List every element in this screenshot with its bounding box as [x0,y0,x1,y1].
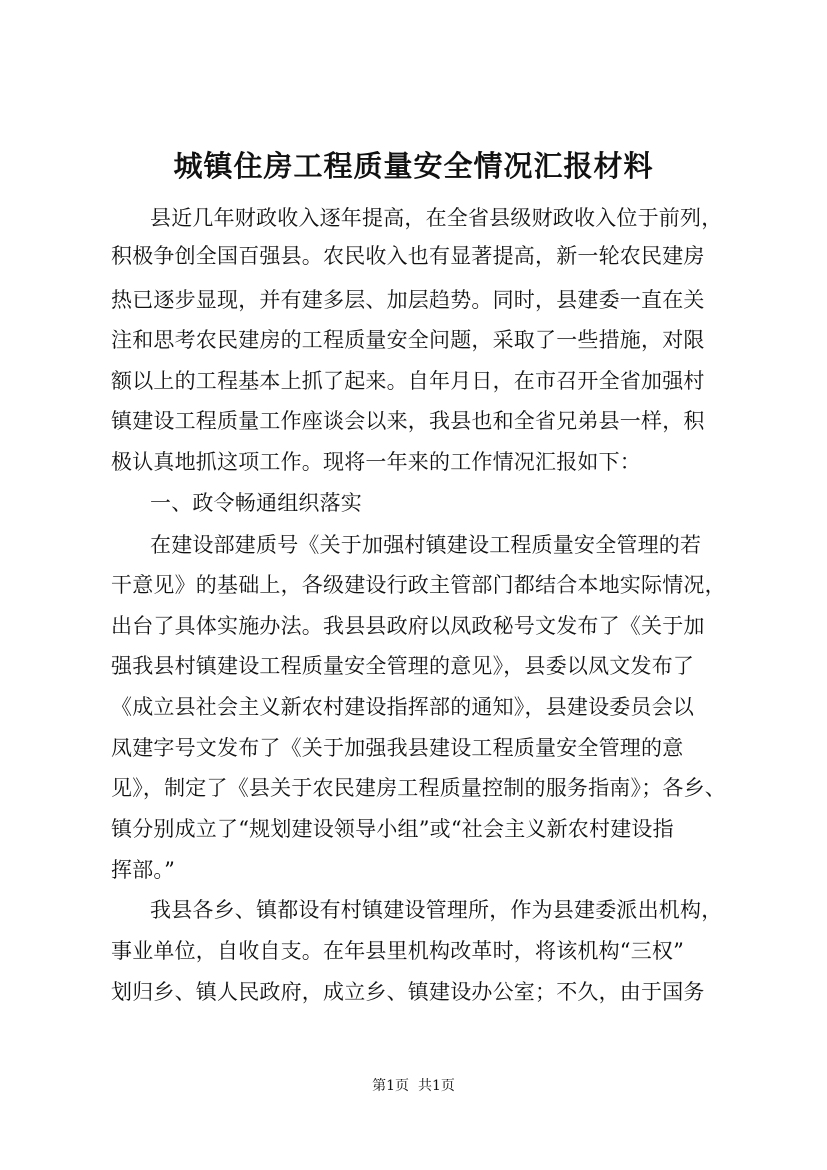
section-heading-1: 一、政令畅通组织落实 [150,491,362,515]
paragraph-2-line-8: 镇分别成立了“规划建设领导小组”或“社会主义新农村建设指 [111,817,674,841]
paragraph-1-line-2: 积极争创全国百强县。农民收入也有显著提高，新一轮农民建房 [111,244,705,268]
paragraph-2-line-1: 在建设部建质号《关于加强村镇建设工程质量安全管理的若 [150,533,702,557]
paragraph-3-line-2: 事业单位，自收自支。在年县里机构改革时，将该机构“三权” [111,939,685,963]
paragraph-2-line-9: 挥部。” [111,858,176,882]
paragraph-2-line-5: 《成立县社会主义新农村建设指挥部的通知》，县建设委员会以 [111,695,695,719]
paragraph-2-line-6: 凤建字号文发布了《关于加强我县建设工程质量安全管理的意 [111,736,684,760]
page-footer: 第1页 共1页 [372,1078,455,1094]
paragraph-2-line-3: 出台了具体实施办法。我县县政府以凤政秘号文发布了《关于加 [111,614,705,638]
paragraph-2-line-2: 干意见》的基础上，各级建设行政主管部门都结合本地实际情况， [111,573,726,597]
paragraph-3-line-1: 我县各乡、镇都设有村镇建设管理所，作为县建委派出机构， [150,898,723,922]
paragraph-1-line-4: 注和思考农民建房的工程质量安全问题，采取了一些措施，对限 [111,328,705,352]
paragraph-1-line-5: 额以上的工程基本上抓了起来。自年月日，在市召开全省加强村 [111,369,705,393]
paragraph-1-line-7: 极认真地抓这项工作。现将一年来的工作情况汇报如下： [111,450,641,474]
paragraph-3-line-3: 划归乡、镇人民政府，成立乡、镇建设办公室；不久，由于国务 [111,980,705,1004]
paragraph-1-line-3: 热已逐步显现，并有建多层、加层趋势。同时，县建委一直在关 [111,288,705,312]
document-title: 城镇住房工程质量安全情况汇报材料 [173,149,654,183]
paragraph-2-line-7: 见》，制定了《县关于农民建房工程质量控制的服务指南》；各乡、 [111,776,726,800]
paragraph-1-line-6: 镇建设工程质量工作座谈会以来，我县也和全省兄弟县一样，积 [111,409,705,433]
paragraph-1-line-1: 县近几年财政收入逐年提高，在全省县级财政收入位于前列， [150,206,723,230]
paragraph-2-line-4: 强我县村镇建设工程质量安全管理的意见》，县委以凤文发布了 [111,654,695,678]
